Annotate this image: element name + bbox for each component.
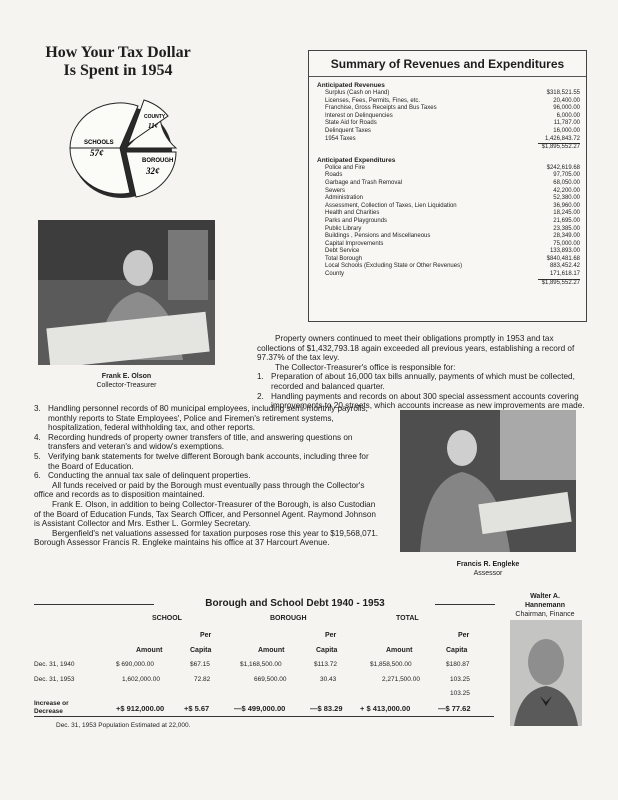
change-borough-amount: —$ 499,000.00	[234, 704, 286, 713]
duty-text: Recording hundreds of property owner transfers of title, and answering questions on transfers and veteran's and widow's exemptions.	[48, 432, 353, 452]
expenditure-amount: $242,619.68	[546, 164, 580, 171]
change-label-line2: Decrease	[34, 708, 63, 715]
caption-hannemann	[505, 592, 585, 619]
pie-label-borough: BOROUGH	[142, 158, 174, 164]
group-school: SCHOOL	[152, 615, 182, 622]
expenditures-heading: Anticipated Expenditures	[317, 156, 396, 164]
expenditure-row	[309, 248, 586, 256]
total-per-label: Per	[458, 632, 470, 639]
row-1953-school-capita: 72.82	[194, 676, 211, 683]
school-capita-label: Capita	[190, 647, 212, 654]
expenditure-label: Buildings , Pensions and Miscellaneous	[325, 233, 431, 240]
duty-number: 6.	[34, 471, 41, 481]
duty-text: Handling payments and records on about 300 special assessment accounts covering improvements to 20 streets, which accounts increase as new improvements are made.	[271, 391, 585, 411]
change-school-amount: +$ 912,000.00	[116, 704, 165, 713]
summary-total-label: Total Borough	[325, 255, 363, 262]
revenue-row	[309, 136, 586, 144]
expenditure-row	[309, 180, 586, 188]
caption-olson-title: Collector-Treasurer	[96, 382, 157, 389]
duty-text: Preparation of about 16,000 tax bills annually, payments of which must be collected, recorded and balanced quarter.	[271, 372, 575, 391]
caption-engleke-title: Assessor	[473, 570, 503, 577]
revenue-amount: 20,400.00	[553, 97, 580, 104]
debt-title-rule-right	[435, 604, 495, 605]
revenue-amount: 96,000.00	[553, 105, 580, 112]
paragraph-valuations: Bergenfield's net valuations assessed for taxation purposes rose this year to $19,568,071. Borough Assessor Francis R. Engleke maintains his office at 37 Harcourt Avenue.	[34, 528, 379, 548]
expenditure-row	[309, 210, 586, 218]
row-1940-borough-amount: $1,168,500.00	[240, 661, 282, 668]
duty-item	[257, 372, 587, 391]
revenue-row	[309, 105, 586, 113]
pie-value-borough: 32¢	[146, 166, 160, 176]
revenue-label: Interest on Delinquencies	[325, 112, 393, 119]
expenditure-label: Police and Fire	[325, 164, 366, 171]
debt-title: Borough and School Debt 1940 - 1953	[205, 598, 385, 609]
expenditure-amount: 68,050.00	[553, 179, 580, 186]
expenditure-amount: 18,245.00	[553, 210, 580, 217]
expenditure-label: Sewers	[325, 187, 346, 194]
duty-item	[34, 452, 382, 471]
caption-olson	[38, 372, 215, 390]
photo-walter-hannemann	[510, 620, 582, 726]
total-amount-label: Amount	[386, 647, 413, 654]
revenue-label: 1954 Taxes	[325, 135, 356, 142]
revenue-amount: 16,000.00	[553, 127, 580, 134]
pie-value-schools: 57¢	[90, 148, 104, 158]
expenditure-row	[309, 195, 586, 203]
group-total: TOTAL	[396, 615, 419, 622]
pie-title-line1: How Your Tax Dollar	[45, 44, 191, 61]
photo-francis-engleke	[400, 410, 576, 552]
revenue-amount: 6,000.00	[556, 112, 580, 119]
summary-total-amount: 171,618.17	[549, 271, 580, 278]
summary-total-row	[309, 256, 586, 264]
expenditure-amount: 42,200.00	[553, 187, 580, 194]
duty-item	[34, 404, 382, 433]
duties-list-left	[34, 404, 382, 481]
change-school-capita: +$ 5.67	[184, 704, 210, 713]
pie-title-line2: Is Spent in 1954	[63, 62, 173, 79]
revenue-row	[309, 120, 586, 128]
revenue-row	[309, 90, 586, 98]
row-1953-school-amount: 1,602,000.00	[122, 676, 160, 683]
duty-text: Conducting the annual tax sale of delinquent properties.	[48, 471, 251, 481]
debt-bottom-rule	[34, 716, 494, 717]
summary-title: Summary of Revenues and Expenditures	[309, 51, 586, 77]
revenue-label: Franchise, Gross Receipts and Bus Taxes	[325, 105, 437, 112]
change-label-line1: Increase or	[34, 700, 69, 707]
change-label	[34, 700, 69, 716]
expenditure-amount: 52,380.00	[553, 195, 580, 202]
duty-number: 1.	[257, 372, 264, 382]
revenue-amount: 1,426,843.72	[544, 135, 580, 142]
row-1940-school-amount: $ 690,000.00	[116, 661, 154, 668]
borough-capita-label: Capita	[316, 647, 338, 654]
expenditure-row	[309, 233, 586, 241]
extra-capita-value: 103.25	[450, 690, 470, 697]
photo-frank-olson	[38, 220, 215, 365]
total-capita-label: Capita	[446, 647, 468, 654]
caption-hannemann-title: Chairman, Finance	[515, 611, 575, 618]
paragraph-olson: Frank E. Olson, in addition to being Collector-Treasurer of the Borough, is also Custodian of the Board of Education Funds, Tax Search Officer, and Personnel Agent. Raymond Johnson is Assistant Collector and Mrs. Esther L. Gormley Secretary.	[34, 499, 376, 529]
borough-per-label: Per	[325, 632, 337, 639]
expenditure-label: Garbage and Trash Removal	[325, 179, 403, 186]
caption-engleke	[400, 560, 576, 578]
summary-total-row	[309, 271, 586, 279]
pie-title	[18, 44, 218, 80]
duty-number: 2.	[257, 391, 264, 401]
change-total-capita: —$ 77.62	[438, 704, 471, 713]
summary-total-amount: 883,452.42	[549, 263, 580, 270]
expenditure-label: Parks and Playgrounds	[325, 217, 388, 224]
duty-item	[34, 433, 382, 452]
summary-total-label: County	[325, 271, 345, 278]
expenditure-label: Administration	[325, 195, 364, 202]
row-1953-total-amount: 2,271,500.00	[382, 676, 420, 683]
expenditure-amount: 75,000.00	[553, 240, 580, 247]
expenditure-label: Debt Service	[325, 248, 360, 255]
revenue-label: Licenses, Fees, Permits, Fines, etc.	[325, 97, 421, 104]
row-1940-total-amount: $1,858,500.00	[370, 661, 412, 668]
grand-total: $1,895,552.27	[538, 279, 580, 288]
caption-hannemann-name1: Walter A.	[530, 593, 560, 600]
duty-item	[34, 471, 382, 481]
summary-total-amount: $840,481.68	[546, 255, 580, 262]
caption-hannemann-name2: Hannemann	[524, 602, 566, 609]
expenditure-row	[309, 188, 586, 196]
totals-list	[309, 256, 586, 279]
revenues-heading: Anticipated Revenues	[317, 82, 385, 89]
revenue-row	[309, 128, 586, 136]
expenditure-amount: 23,385.00	[553, 225, 580, 232]
summary-box	[308, 50, 587, 322]
expenditure-amount: 21,695.00	[553, 217, 580, 224]
row-1953-total-capita: 103.25	[450, 676, 470, 683]
expenditure-row	[309, 203, 586, 211]
revenues-list	[309, 90, 586, 143]
text-block-left	[34, 404, 382, 548]
pie-label-county: COUNTY	[144, 114, 166, 120]
duty-text: Verifying bank statements for twelve different Borough bank accounts, including three for the Board of Education.	[48, 451, 369, 471]
revenue-row	[309, 98, 586, 106]
borough-amount-label: Amount	[258, 647, 285, 654]
duty-number: 4.	[34, 432, 41, 442]
expenditure-row	[309, 241, 586, 249]
expenditure-row	[309, 226, 586, 234]
expenditure-row	[309, 172, 586, 180]
pie-value-county: 11¢	[148, 122, 159, 130]
group-borough: BOROUGH	[270, 615, 307, 622]
revenues-total: $1,895,552.27	[538, 143, 580, 152]
revenue-label: Surplus (Cash on Hand)	[325, 90, 390, 96]
expenditure-amount: 36,960.00	[553, 202, 580, 209]
expenditures-list	[309, 165, 586, 256]
paragraph-collections: Property owners continued to meet their obligations promptly in 1953 and tax collections of $1,432,793.18 again exceeded all previous years, establishing a record of 97.37% of the tax levy.	[257, 334, 575, 363]
expenditure-amount: 133,893.00	[549, 248, 580, 255]
paragraph-responsible: The Collector-Treasurer's office is responsible for:	[275, 362, 456, 372]
summary-total-label: Local Schools (Excluding State or Other Revenues)	[325, 263, 463, 270]
duty-number: 5.	[34, 451, 41, 461]
row-1940-school-capita: $67.15	[190, 661, 210, 668]
revenue-amount: $318,521.55	[546, 90, 580, 96]
revenue-label: State Aid for Roads	[325, 120, 377, 127]
row-1953-borough-amount: 669,500.00	[254, 676, 287, 683]
revenues-total-row	[309, 143, 586, 152]
expenditure-label: Assessment, Collection of Taxes, Lien Liquidation	[325, 202, 457, 209]
caption-engleke-name: Francis R. Engleke	[456, 561, 520, 568]
row-1940-total-capita: $180.87	[446, 661, 470, 668]
school-per-label: Per	[200, 632, 212, 639]
change-borough-capita: —$ 83.29	[310, 704, 343, 713]
revenue-amount: 11,787.00	[553, 120, 580, 127]
school-amount-label: Amount	[136, 647, 163, 654]
duty-number: 3.	[34, 404, 41, 413]
duty-text: Handling personnel records of 80 municipal employees, including semi-monthly payrolls, monthly reports to State Employees', Police and Firemen's retirement systems, hospitalization, federal withholding tax, and other reports.	[48, 404, 368, 433]
caption-olson-name: Frank E. Olson	[101, 373, 152, 380]
expenditure-amount: 28,349.00	[553, 233, 580, 240]
grand-total-row	[309, 279, 586, 288]
paragraph-funds: All funds received or paid by the Borough must eventually pass through the Collector's office and records as to disposition maintained.	[34, 480, 365, 500]
row-1953-label: Dec. 31, 1953	[34, 676, 75, 683]
row-1940-label: Dec. 31, 1940	[34, 661, 75, 668]
text-block-right	[257, 334, 587, 411]
expenditure-label: Health and Charities	[325, 210, 380, 217]
pie-label-schools: SCHOOLS	[84, 140, 114, 146]
tax-dollar-pie-chart	[64, 92, 184, 204]
expenditure-row	[309, 165, 586, 173]
revenue-row	[309, 113, 586, 121]
expenditure-amount: 97,705.00	[553, 172, 580, 179]
row-1953-borough-capita: 30.43	[320, 676, 337, 683]
expenditure-label: Roads	[325, 172, 343, 179]
expenditure-label: Public Library	[325, 225, 362, 232]
row-1940-borough-capita: $113.72	[314, 661, 338, 668]
summary-total-row	[309, 263, 586, 271]
expenditure-label: Capital Improvements	[325, 240, 384, 247]
expenditure-row	[309, 218, 586, 226]
change-total-amount: + $ 413,000.00	[360, 704, 411, 713]
revenue-label: Delinquent Taxes	[325, 127, 371, 134]
population-footnote: Dec. 31, 1953 Population Estimated at 22,000.	[56, 722, 191, 729]
